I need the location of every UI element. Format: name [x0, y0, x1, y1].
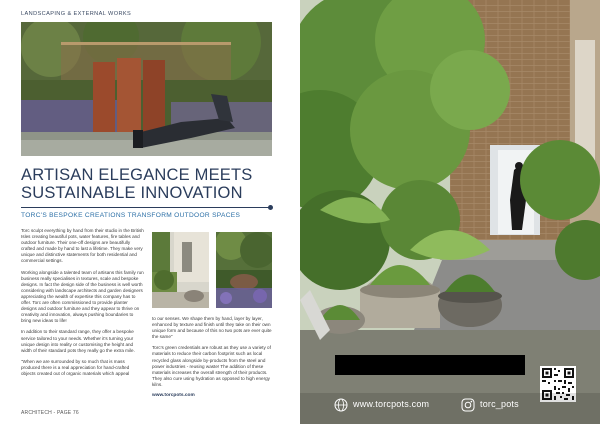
paragraph: Torc sculpt everything by hand from their studio in the British Isles creating beautiful pots, water features, fire tables and outdoor furniture. Their one-off designs are beautifully crafted and made by hand to last a lifetime. They make very unique and distinctive statements for both residential and commercial settings. [21, 228, 144, 264]
thumbnail-courtyard-art [152, 232, 209, 308]
thumbnail-photo-garden [216, 232, 272, 308]
thumbnail-photo-courtyard [152, 232, 209, 308]
paragraph: "When we are surrounded by so much that is mass produced there is a real appreciation for hand-crafted objects created out of organic materials which appeal [21, 358, 130, 376]
website-text[interactable]: www.torcpots.com [353, 399, 430, 409]
section-label: LANDSCAPING & EXTERNAL WORKS [21, 11, 132, 17]
hero-photo-planters [21, 22, 272, 156]
instagram-handle[interactable]: torc_pots [480, 399, 519, 409]
subhead: TORC'S BESPOKE CREATIONS TRANSFORM OUTDOOR SPACES [21, 212, 241, 219]
headline-rule [21, 207, 269, 208]
paragraph: Working alongside a talented team of artisans this family run business really specialises in textures, scale and bespoke designs. In fact the design side of the business is well worth considering with landscape architects and garden designers appreciating the wealth of expertise this company has to offer. Torc are often commissioned to provide planter designs and outdoor furniture and they appear to thrive on creativity and innovation, always pushing boundaries to bring new ideas to life! [21, 269, 144, 324]
paragraph: In addition to their standard range, they offer a bespoke service tailored to your needs. Whether it's turning your unique design into reality or customising the height and width of their standard pots they really go the extra mile. [21, 329, 135, 353]
hero-photo-art [21, 22, 272, 156]
thumbnail-garden-art [216, 232, 272, 308]
instagram-icon [461, 398, 475, 412]
rule-dot [268, 205, 273, 210]
page-footer: ARCHITECH - PAGE 76 [21, 410, 79, 416]
website-link[interactable]: www.torcpots.com [152, 393, 195, 398]
redacted-block [335, 355, 525, 375]
paragraph: Torc's green credentials are robust as they use a variety of materials to reduce their carbon footprint such as local recycled glass alongside by-products from the steel and power industries - reusing waste! The addition of these materials increases the overall strength of their products. They also cure using hydration as opposed to high energy kilns. [152, 345, 271, 387]
globe-icon [334, 398, 348, 412]
body-column-2 [152, 316, 272, 393]
headline: ARTISAN ELEGANCE MEETS SUSTAINABLE INNOVATION [21, 166, 253, 202]
paragraph: to our senses. We shape them by hand, layer by layer, enhanced by texture and finish until they take on their own unique form and because of this no two pots are ever quite the same" [152, 316, 272, 340]
body-column-1 [21, 228, 144, 382]
right-page [300, 0, 600, 424]
